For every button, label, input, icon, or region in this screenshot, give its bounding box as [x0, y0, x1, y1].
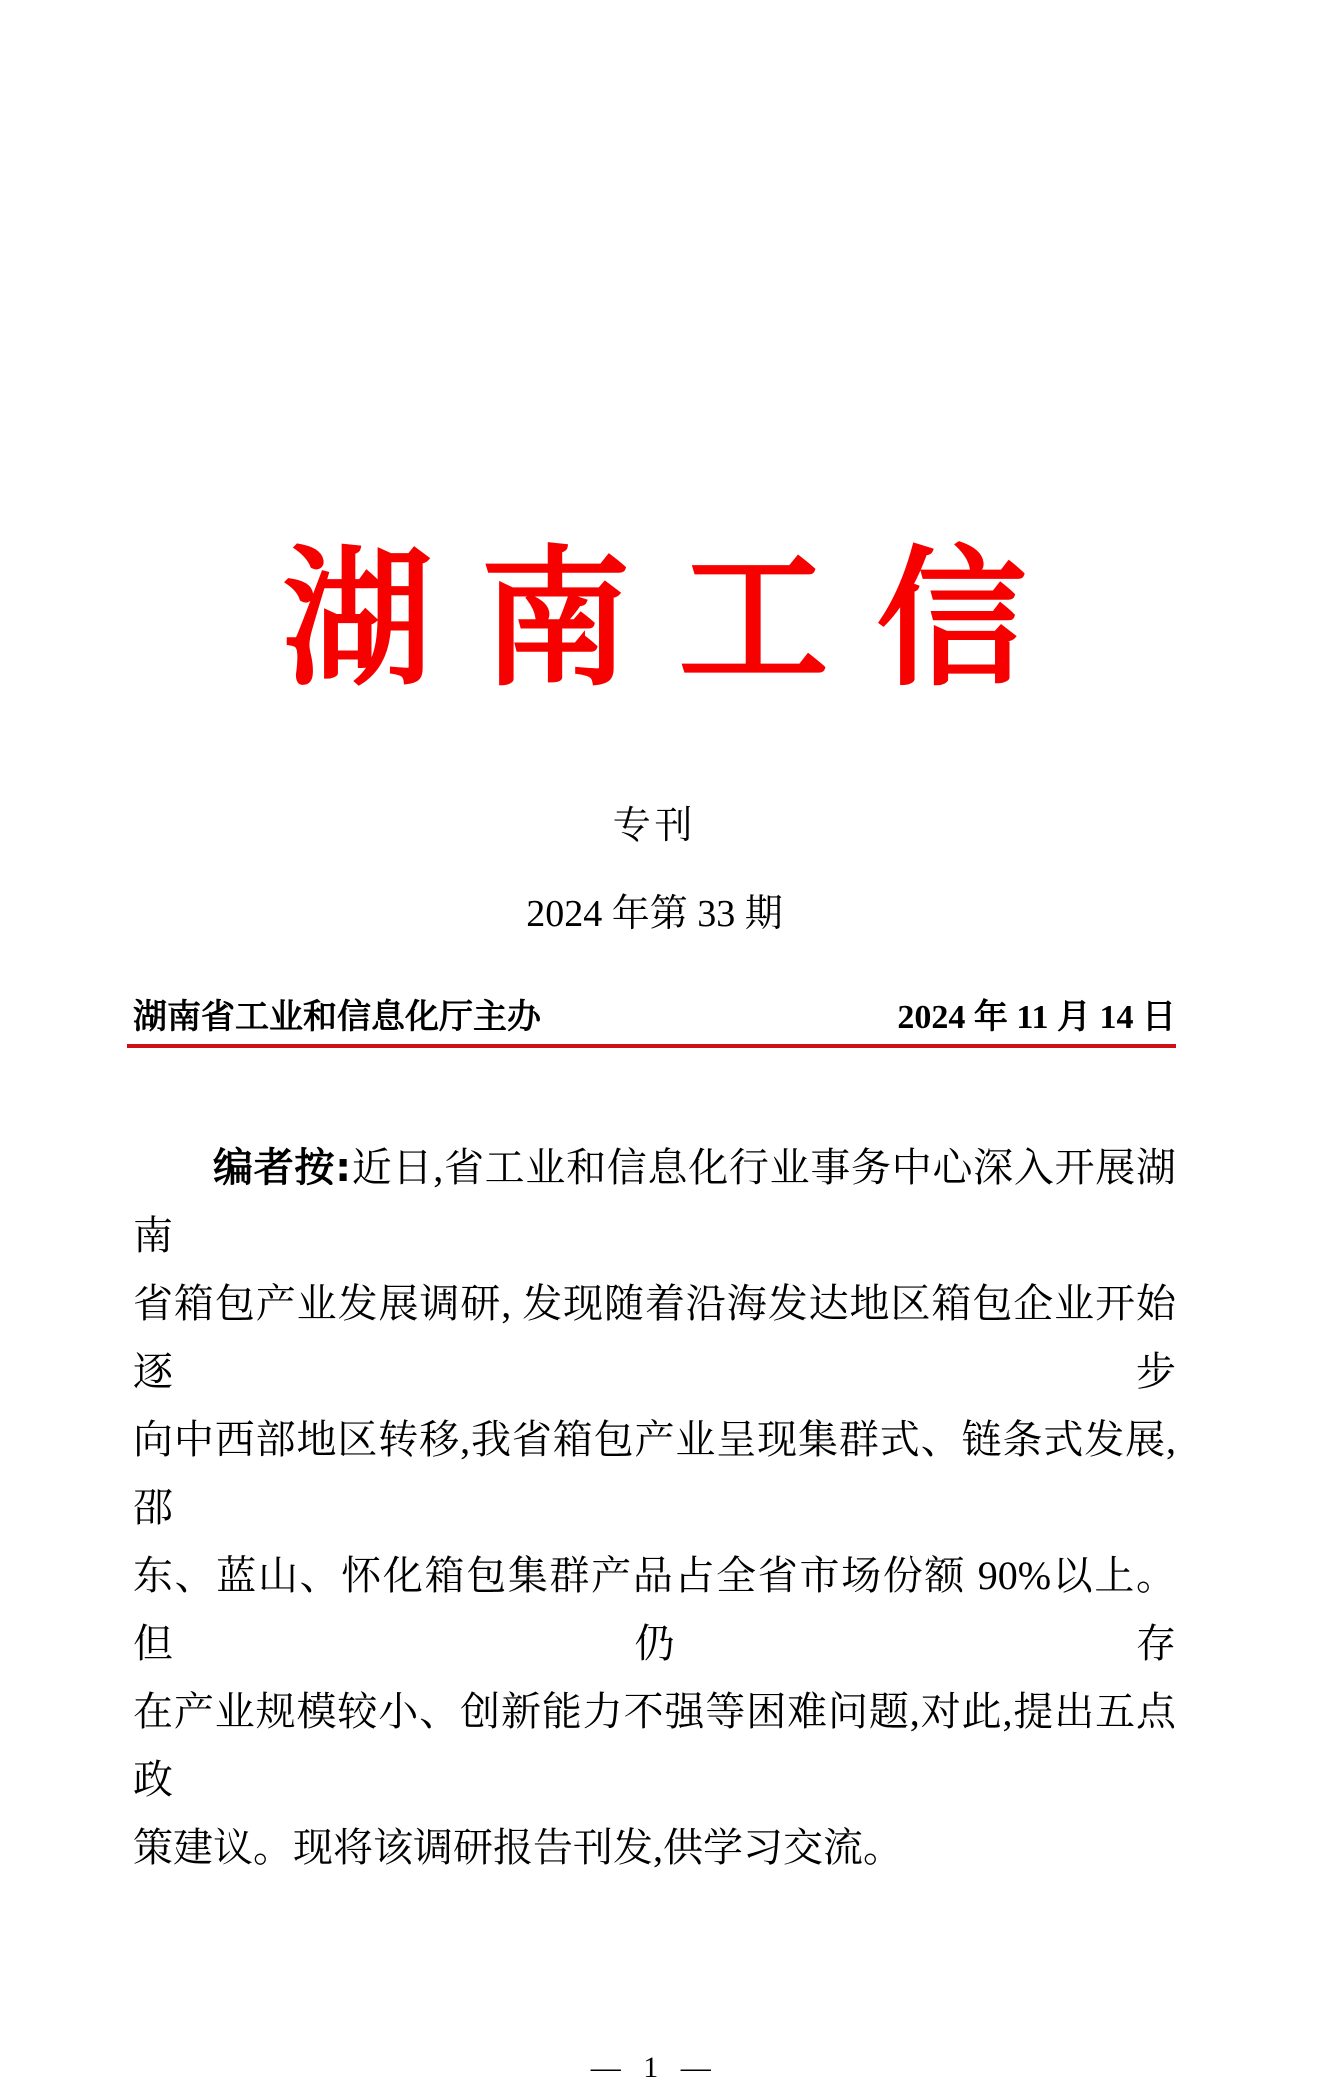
publication-info-row: [133, 997, 1176, 1039]
issue-number: 2024 年第 33 期: [526, 893, 783, 935]
publication-date: 2024 年 11 月 14 日: [897, 999, 1176, 1036]
editor-note-line: 省箱包产业发展调研, 发现随着沿海发达地区箱包企业开始逐步: [133, 1281, 1176, 1394]
editor-note-lead-label: 编者按:: [213, 1145, 352, 1191]
editor-note-line: 向中西部地区转移,我省箱包产业呈现集群式、链条式发展,邵: [133, 1417, 1176, 1530]
editor-note-paragraph: [133, 1134, 1176, 1882]
issue-type-label: 专刊: [612, 805, 697, 847]
red-divider-rule: [127, 1044, 1176, 1048]
organizer-label: 湖南省工业和信息化厅主办: [133, 999, 541, 1036]
page-number: — 1 —: [590, 2051, 719, 2084]
editor-note-line: 策建议。现将该调研报告刊发,供学习交流。: [133, 1825, 903, 1870]
editor-note-line: 在产业规模较小、创新能力不强等困难问题,对此,提出五点政: [133, 1689, 1176, 1802]
editor-note-line1-text: 近日,省工业和信息化行业事务中心深入开展湖南: [133, 1145, 1176, 1258]
editor-note-line: [133, 1134, 1176, 1270]
editor-note-line: 东、蓝山、怀化箱包集群产品占全省市场份额 90%以上。但仍存: [133, 1553, 1176, 1666]
masthead-title: 湖南工信: [282, 533, 1075, 707]
